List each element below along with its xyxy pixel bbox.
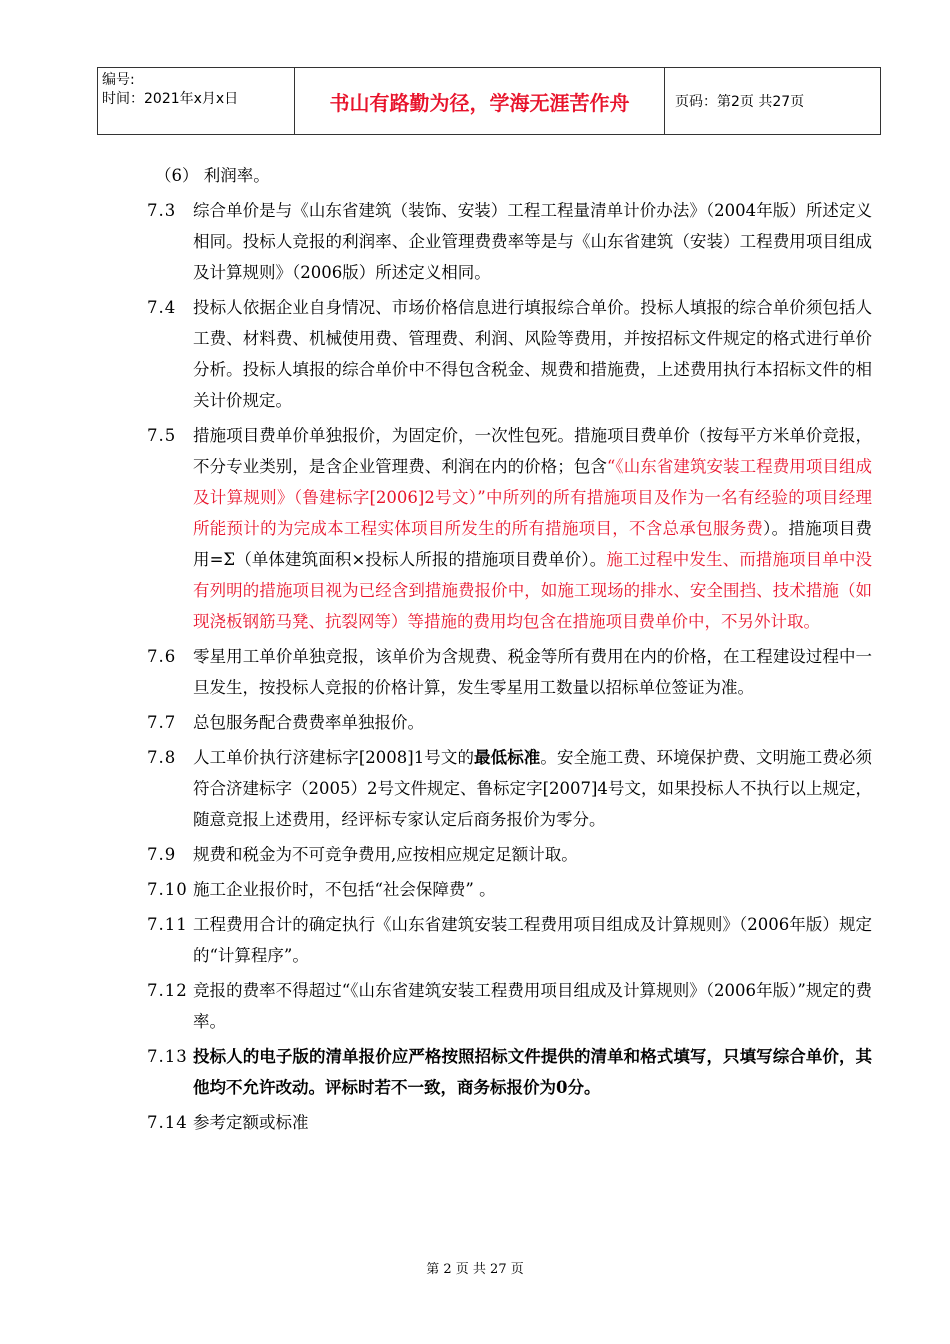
clause-text <box>193 909 872 971</box>
clause-item <box>147 1107 872 1138</box>
clause-item <box>147 909 872 971</box>
clause-segment: 投标人依据企业自身情况、市场价格信息进行填报综合单价。投标人填报的综合单价须包括人工费、材料费、机械使用费、管理费、利润、风险等费用，并按招标文件规定的格式进行单价分析。投标人填报的综合单价中不得包含税金、规费和措施费，上述费用执行本招标文件的相关计价规定。 <box>193 298 872 410</box>
clause-number: 7.13 <box>147 1047 188 1066</box>
clause-number: 7.12 <box>147 981 188 1000</box>
clause-segment: 投标人的电子版的清单报价应严格按照招标文件提供的清单和格式填写，只填写综合单价，其他均不允许改动。评标时若不一致，商务标报价为0分。 <box>193 1047 872 1097</box>
clause-segment: 零星用工单价单独竞报，该单价为含规费、税金等所有费用在内的价格，在工程建设过程中一旦发生，按投标人竞报的价格计算，发生零星用工数量以招标单位签证为准。 <box>193 647 872 697</box>
clause-text <box>193 975 872 1037</box>
clause-number: 7.3 <box>147 201 177 220</box>
clause-text <box>193 420 872 637</box>
clause-segment: 人工单价执行济建标字[2008]1号文的 <box>193 748 475 767</box>
clause-text <box>193 641 872 703</box>
clause-item <box>147 641 872 703</box>
clause-item <box>147 420 872 637</box>
clause-text <box>193 874 872 905</box>
header-page-cell <box>665 68 880 134</box>
clause-list <box>147 195 872 1138</box>
document-header <box>97 67 881 135</box>
clause-item <box>147 742 872 835</box>
clause-number: 7.6 <box>147 647 177 666</box>
clause-text <box>193 1041 872 1103</box>
clause-segment: 参考定额或标准 <box>193 1113 309 1132</box>
clause-number: 7.5 <box>147 426 177 445</box>
clause-number: 7.14 <box>147 1113 188 1132</box>
clause-segment: 规费和税金为不可竞争费用,应按相应规定足额计取。 <box>193 845 578 864</box>
header-motto-cell <box>295 68 665 134</box>
clause-number: 7.7 <box>147 713 177 732</box>
clause-segment: 施工企业报价时，不包括“社会保障费” 。 <box>193 880 496 899</box>
document-body <box>147 160 872 1142</box>
clause-text <box>193 742 872 835</box>
clause-segment: ）。措施项目费用=Σ（单体建筑面积×投标人所报的措施项目费单价）。 <box>193 519 873 569</box>
clause-segment: 措施项目费单价单独报价，为固定价，一次性包死。措施项目费单价（按每平方米单价竞报，不分专业类别，是含企业管理费、利润在内的价格；包含 <box>193 426 872 476</box>
clause-segment: 总包服务配合费费率单独报价。 <box>193 713 424 732</box>
clause-item <box>147 839 872 870</box>
clause-item <box>147 1041 872 1103</box>
header-info-cell <box>98 68 295 134</box>
clause-segment: 施工过程中发生、而措施项目单中没有列明的措施项目视为已经含到措施费报价中，如施工现场的排水、安全围挡、技术措施（如现浇板钢筋马凳、抗裂网等）等措施的费用均包含在措施项目费单价中，不另外计取。 <box>193 550 873 631</box>
clause-text <box>193 1107 872 1138</box>
clause-item <box>147 707 872 738</box>
clause-segment: 综合单价是与《山东省建筑（装饰、安装）工程工程量清单计价办法》（2004年版）所述定义相同。投标人竞报的利润率、企业管理费费率等是与《山东省建筑（安装）工程费用项目组成及计算规则》（2006版）所述定义相同。 <box>193 201 872 282</box>
clause-number: 7.4 <box>147 298 177 317</box>
clause-item <box>147 195 872 288</box>
intro-line: （6） 利润率。 <box>155 166 270 185</box>
serial-label: 编号: <box>102 72 135 88</box>
clause-segment: “《山东省建筑安装工程费用项目组成及计算规则》（鲁建标字[2006]2号文）”中所列的所有措施项目及作为一名有经验的项目经理所能预计的为完成本工程实体项目所发生的所有措施项目，不含总承包服务费 <box>193 457 873 538</box>
clause-segment: 最低标准 <box>474 748 541 767</box>
clause-number: 7.11 <box>147 915 188 934</box>
clause-item <box>147 292 872 416</box>
page-label: 页码：第2页 共27页 <box>675 94 805 110</box>
clause-item <box>147 975 872 1037</box>
clause-number: 7.10 <box>147 880 188 899</box>
clause-item <box>147 874 872 905</box>
clause-segment: 竞报的费率不得超过“《山东省建筑安装工程费用项目组成及计算规则》（2006年版）”规定的费率。 <box>193 981 872 1031</box>
motto: 书山有路勤为径，学海无涯苦作舟 <box>329 90 630 115</box>
clause-segment: 。安全施工费、环境保护费、文明施工费必须符合济建标字（2005）2号文件规定、鲁标定字[2007]4号文，如果投标人不执行以上规定，随意竞报上述费用，经评标专家认定后商务报价为零分。 <box>193 748 872 829</box>
clause-text <box>193 195 872 288</box>
clause-number: 7.9 <box>147 845 177 864</box>
clause-text <box>193 292 872 416</box>
time-label: 时间：2021年x月x日 <box>102 91 239 107</box>
clause-segment: 工程费用合计的确定执行《山东省建筑安装工程费用项目组成及计算规则》（2006年版）规定的“计算程序”。 <box>193 915 872 965</box>
clause-text <box>193 707 872 738</box>
page-footer: 第 2 页 共 27 页 <box>426 1262 524 1277</box>
clause-text <box>193 839 872 870</box>
clause-number: 7.8 <box>147 748 177 767</box>
